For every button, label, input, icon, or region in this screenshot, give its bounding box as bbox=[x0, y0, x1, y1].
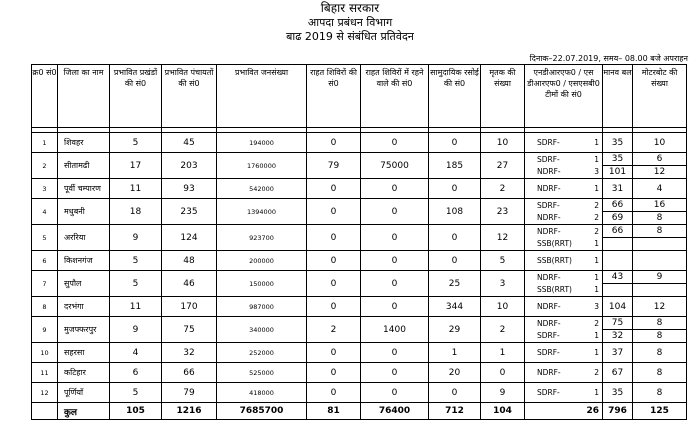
team-entry: NDRF- 2 bbox=[537, 318, 599, 328]
affected-panchayats: 170 bbox=[162, 297, 217, 317]
total-campers: 76400 bbox=[361, 403, 429, 420]
manpower-value bbox=[603, 283, 632, 296]
manpower-value: 31 bbox=[611, 183, 624, 194]
team-entry: NDRF- 2 bbox=[537, 226, 599, 236]
manpower-value: 66 bbox=[611, 226, 624, 236]
camp-residents: 0 bbox=[361, 297, 429, 317]
affected-panchayats: 203 bbox=[162, 153, 217, 179]
department-title: आपदा प्रबंधन विभाग bbox=[307, 16, 393, 29]
motorboats-value: 8 bbox=[656, 367, 663, 378]
affected-blocks: 17 bbox=[110, 153, 162, 179]
motorboats-value: 9 bbox=[656, 272, 663, 282]
death-count: 2 bbox=[481, 317, 525, 343]
manpower bbox=[603, 363, 633, 383]
affected-population: 1394000 bbox=[217, 199, 307, 225]
total-boats: 125 bbox=[633, 403, 687, 420]
serial-number: 3 bbox=[32, 179, 58, 199]
table-row bbox=[32, 199, 687, 225]
death-count: 12 bbox=[481, 225, 525, 251]
community-kitchens: 0 bbox=[429, 133, 481, 153]
manpower-value: 75 bbox=[611, 318, 624, 328]
table-row bbox=[32, 297, 687, 317]
community-kitchens: 0 bbox=[429, 179, 481, 199]
motorboats-value: 8 bbox=[656, 226, 663, 236]
motorboats bbox=[633, 317, 687, 343]
column-header: प्रभावित जनसंख्या bbox=[217, 65, 307, 128]
manpower-value: 66 bbox=[611, 200, 624, 210]
teams-cell bbox=[525, 271, 603, 297]
teams-cell bbox=[525, 199, 603, 225]
motorboats-value: 12 bbox=[653, 301, 666, 312]
column-header: राहत शिविरों में रहने वाले की सं0 bbox=[361, 65, 429, 128]
table-row bbox=[32, 225, 687, 251]
community-kitchens: 20 bbox=[429, 363, 481, 383]
total-deaths: 104 bbox=[481, 403, 525, 420]
total-serial bbox=[32, 403, 58, 420]
affected-blocks: 11 bbox=[110, 179, 162, 199]
affected-blocks: 5 bbox=[110, 383, 162, 403]
serial-number: 12 bbox=[32, 383, 58, 403]
manpower bbox=[603, 343, 633, 363]
manpower-value: 67 bbox=[611, 367, 624, 378]
affected-blocks: 4 bbox=[110, 343, 162, 363]
camp-residents: 0 bbox=[361, 343, 429, 363]
motorboats bbox=[633, 153, 687, 179]
motorboats bbox=[633, 383, 687, 403]
affected-population: 542000 bbox=[217, 179, 307, 199]
team-entry: SDRF- 1 bbox=[537, 137, 599, 147]
manpower-value: 104 bbox=[608, 301, 627, 312]
motorboats-value: 8 bbox=[656, 318, 663, 328]
column-header: एनडीआरएफ0 / एस डीआरएफ0 / एसएसबी0 टीमों की सं0 bbox=[525, 65, 603, 128]
death-count: 10 bbox=[481, 133, 525, 153]
motorboats-value: 6 bbox=[656, 154, 663, 164]
serial-number: 6 bbox=[32, 251, 58, 271]
community-kitchens: 25 bbox=[429, 271, 481, 297]
govt-title: बिहार सरकार bbox=[320, 1, 380, 15]
affected-population: 252000 bbox=[217, 343, 307, 363]
affected-blocks: 18 bbox=[110, 199, 162, 225]
district-name: अररिया bbox=[58, 225, 110, 251]
flood-report-table bbox=[31, 64, 687, 420]
relief-camps: 0 bbox=[307, 297, 361, 317]
manpower bbox=[603, 251, 633, 271]
motorboats bbox=[633, 199, 687, 225]
total-label: कुल bbox=[58, 403, 110, 420]
district-name: सीतामढी bbox=[58, 153, 110, 179]
district-name: शिवहर bbox=[58, 133, 110, 153]
serial-number: 11 bbox=[32, 363, 58, 383]
total-teams: 26 bbox=[525, 403, 603, 420]
relief-camps: 2 bbox=[307, 317, 361, 343]
district-name: सहरसा bbox=[58, 343, 110, 363]
community-kitchens: 344 bbox=[429, 297, 481, 317]
affected-panchayats: 45 bbox=[162, 133, 217, 153]
team-entry: SSB(RRT) 1 bbox=[537, 255, 599, 265]
team-entry: SDRF- 1 bbox=[537, 387, 599, 397]
motorboats-value: 4 bbox=[656, 183, 663, 194]
manpower bbox=[603, 297, 633, 317]
table-header-row bbox=[32, 65, 687, 128]
district-name: मुजफ्फरपुर bbox=[58, 317, 110, 343]
district-name: किशनगंज bbox=[58, 251, 110, 271]
manpower-value: 35 bbox=[611, 387, 624, 398]
community-kitchens: 29 bbox=[429, 317, 481, 343]
manpower bbox=[603, 383, 633, 403]
death-count: 23 bbox=[481, 199, 525, 225]
affected-population: 923700 bbox=[217, 225, 307, 251]
column-header: राहत शिविरों की सं0 bbox=[307, 65, 361, 128]
manpower bbox=[603, 133, 633, 153]
teams-cell bbox=[525, 251, 603, 271]
relief-camps: 0 bbox=[307, 179, 361, 199]
district-name: सुपौल bbox=[58, 271, 110, 297]
serial-number: 1 bbox=[32, 133, 58, 153]
death-count: 10 bbox=[481, 297, 525, 317]
motorboats-value: 8 bbox=[633, 211, 686, 224]
motorboats bbox=[633, 297, 687, 317]
camp-residents: 75000 bbox=[361, 153, 429, 179]
table-row bbox=[32, 317, 687, 343]
camp-residents: 0 bbox=[361, 251, 429, 271]
serial-number: 8 bbox=[32, 297, 58, 317]
column-header: क्र0 सं0 bbox=[32, 65, 58, 128]
teams-cell bbox=[525, 153, 603, 179]
affected-panchayats: 66 bbox=[162, 363, 217, 383]
manpower-value: 37 bbox=[611, 347, 624, 358]
serial-number: 2 bbox=[32, 153, 58, 179]
manpower-value: 43 bbox=[611, 272, 624, 282]
camp-residents: 1400 bbox=[361, 317, 429, 343]
motorboats bbox=[633, 251, 687, 271]
motorboats-value bbox=[633, 283, 686, 296]
team-entry: SDRF- 1 bbox=[537, 154, 599, 164]
manpower-value: 32 bbox=[603, 329, 632, 342]
manpower bbox=[603, 179, 633, 199]
column-header: प्रभावित पंचायतों की सं0 bbox=[162, 65, 217, 128]
community-kitchens: 0 bbox=[429, 225, 481, 251]
affected-panchayats: 32 bbox=[162, 343, 217, 363]
team-entry: SDRF- 1 bbox=[537, 330, 599, 340]
table-row bbox=[32, 251, 687, 271]
district-name: पूर्णियाँ bbox=[58, 383, 110, 403]
community-kitchens: 0 bbox=[429, 251, 481, 271]
table-row bbox=[32, 271, 687, 297]
column-header: मोटरबोट की संख्या bbox=[633, 65, 687, 128]
camp-residents: 0 bbox=[361, 383, 429, 403]
motorboats bbox=[633, 271, 687, 297]
motorboats-value bbox=[633, 237, 686, 250]
motorboats bbox=[633, 343, 687, 363]
motorboats-value: 8 bbox=[656, 387, 663, 398]
team-entry: NDRF- 1 bbox=[537, 272, 599, 282]
affected-panchayats: 46 bbox=[162, 271, 217, 297]
death-count: 27 bbox=[481, 153, 525, 179]
motorboats-value: 8 bbox=[633, 329, 686, 342]
camp-residents: 0 bbox=[361, 271, 429, 297]
district-name: दरभंगा bbox=[58, 297, 110, 317]
motorboats-value bbox=[633, 255, 686, 267]
teams-cell bbox=[525, 383, 603, 403]
camp-residents: 0 bbox=[361, 225, 429, 251]
affected-panchayats: 124 bbox=[162, 225, 217, 251]
manpower-value bbox=[603, 255, 632, 267]
motorboats bbox=[633, 179, 687, 199]
team-entry: SSB(RRT) 1 bbox=[537, 284, 599, 294]
relief-camps: 0 bbox=[307, 225, 361, 251]
team-entry: SDRF- 2 bbox=[537, 200, 599, 210]
team-entry: NDRF- 3 bbox=[537, 301, 599, 311]
relief-camps: 0 bbox=[307, 363, 361, 383]
total-population: 7685700 bbox=[217, 403, 307, 420]
camp-residents: 0 bbox=[361, 199, 429, 225]
team-entry: SSB(RRT) 1 bbox=[537, 238, 599, 248]
death-count: 9 bbox=[481, 383, 525, 403]
camp-residents: 0 bbox=[361, 133, 429, 153]
affected-population: 194000 bbox=[217, 133, 307, 153]
motorboats-value: 8 bbox=[656, 347, 663, 358]
affected-blocks: 5 bbox=[110, 251, 162, 271]
affected-blocks: 9 bbox=[110, 317, 162, 343]
manpower bbox=[603, 225, 633, 251]
total-manpower: 796 bbox=[603, 403, 633, 420]
table-row bbox=[32, 383, 687, 403]
relief-camps: 0 bbox=[307, 133, 361, 153]
teams-cell bbox=[525, 317, 603, 343]
team-entry: NDRF- 3 bbox=[537, 166, 599, 176]
team-entry: NDRF- 2 bbox=[537, 367, 599, 377]
community-kitchens: 1 bbox=[429, 343, 481, 363]
affected-population: 1760000 bbox=[217, 153, 307, 179]
serial-number: 7 bbox=[32, 271, 58, 297]
table-row bbox=[32, 363, 687, 383]
total-blocks: 105 bbox=[110, 403, 162, 420]
column-header: मृतक की संख्या bbox=[481, 65, 525, 128]
table-row bbox=[32, 179, 687, 199]
camp-residents: 0 bbox=[361, 363, 429, 383]
relief-camps: 0 bbox=[307, 343, 361, 363]
district-name: कटिहार bbox=[58, 363, 110, 383]
community-kitchens: 108 bbox=[429, 199, 481, 225]
affected-population: 340000 bbox=[217, 317, 307, 343]
relief-camps: 0 bbox=[307, 383, 361, 403]
affected-panchayats: 48 bbox=[162, 251, 217, 271]
affected-blocks: 9 bbox=[110, 225, 162, 251]
relief-camps: 0 bbox=[307, 271, 361, 297]
affected-population: 200000 bbox=[217, 251, 307, 271]
report-title: बाढ 2019 से संबंधित प्रतिवेदन bbox=[286, 30, 414, 43]
teams-cell bbox=[525, 133, 603, 153]
relief-camps: 0 bbox=[307, 199, 361, 225]
teams-cell bbox=[525, 225, 603, 251]
death-count: 1 bbox=[481, 343, 525, 363]
manpower-value bbox=[603, 237, 632, 250]
teams-cell bbox=[525, 363, 603, 383]
serial-number: 5 bbox=[32, 225, 58, 251]
affected-blocks: 5 bbox=[110, 133, 162, 153]
total-panchayats: 1216 bbox=[162, 403, 217, 420]
death-count: 3 bbox=[481, 271, 525, 297]
camp-residents: 0 bbox=[361, 179, 429, 199]
serial-number: 4 bbox=[32, 199, 58, 225]
serial-number: 10 bbox=[32, 343, 58, 363]
manpower-value: 101 bbox=[603, 165, 632, 178]
motorboats-value: 12 bbox=[633, 165, 686, 178]
team-entry: NDRF- 1 bbox=[537, 183, 599, 193]
column-header: जिला का नाम bbox=[58, 65, 110, 128]
manpower-value: 35 bbox=[611, 137, 624, 148]
affected-panchayats: 93 bbox=[162, 179, 217, 199]
teams-cell bbox=[525, 297, 603, 317]
affected-population: 987000 bbox=[217, 297, 307, 317]
affected-population: 525000 bbox=[217, 363, 307, 383]
motorboats bbox=[633, 225, 687, 251]
manpower bbox=[603, 153, 633, 179]
total-kitchens: 712 bbox=[429, 403, 481, 420]
teams-cell bbox=[525, 179, 603, 199]
team-entry: SDRF- 1 bbox=[537, 347, 599, 357]
affected-blocks: 5 bbox=[110, 271, 162, 297]
manpower bbox=[603, 317, 633, 343]
teams-cell bbox=[525, 343, 603, 363]
report-date: दिनाक–22.07.2019, समय– 08.00 बजे अपराहन bbox=[529, 54, 688, 63]
total-row bbox=[32, 403, 687, 420]
column-header: सामुदायिक रसोई की सं0 bbox=[429, 65, 481, 128]
affected-population: 150000 bbox=[217, 271, 307, 297]
relief-camps: 0 bbox=[307, 251, 361, 271]
serial-number: 9 bbox=[32, 317, 58, 343]
manpower bbox=[603, 271, 633, 297]
manpower-value: 69 bbox=[603, 211, 632, 224]
affected-panchayats: 79 bbox=[162, 383, 217, 403]
district-name: पूर्वी चम्पारण bbox=[58, 179, 110, 199]
community-kitchens: 0 bbox=[429, 383, 481, 403]
table-row bbox=[32, 133, 687, 153]
motorboats bbox=[633, 133, 687, 153]
affected-panchayats: 75 bbox=[162, 317, 217, 343]
district-name: मधुबनी bbox=[58, 199, 110, 225]
affected-blocks: 6 bbox=[110, 363, 162, 383]
motorboats-value: 10 bbox=[653, 137, 666, 148]
affected-blocks: 11 bbox=[110, 297, 162, 317]
manpower bbox=[603, 199, 633, 225]
community-kitchens: 185 bbox=[429, 153, 481, 179]
manpower-value: 35 bbox=[611, 154, 624, 164]
death-count: 0 bbox=[481, 363, 525, 383]
column-header: मानव बल bbox=[603, 65, 633, 128]
table-row bbox=[32, 153, 687, 179]
death-count: 5 bbox=[481, 251, 525, 271]
total-camps: 81 bbox=[307, 403, 361, 420]
team-entry: NDRF- 2 bbox=[537, 212, 599, 222]
affected-panchayats: 235 bbox=[162, 199, 217, 225]
table-row bbox=[32, 343, 687, 363]
relief-camps: 79 bbox=[307, 153, 361, 179]
column-header: प्रभावित प्रखंडों की सं0 bbox=[110, 65, 162, 128]
affected-population: 418000 bbox=[217, 383, 307, 403]
motorboats-value: 16 bbox=[653, 200, 666, 210]
motorboats bbox=[633, 363, 687, 383]
death-count: 2 bbox=[481, 179, 525, 199]
